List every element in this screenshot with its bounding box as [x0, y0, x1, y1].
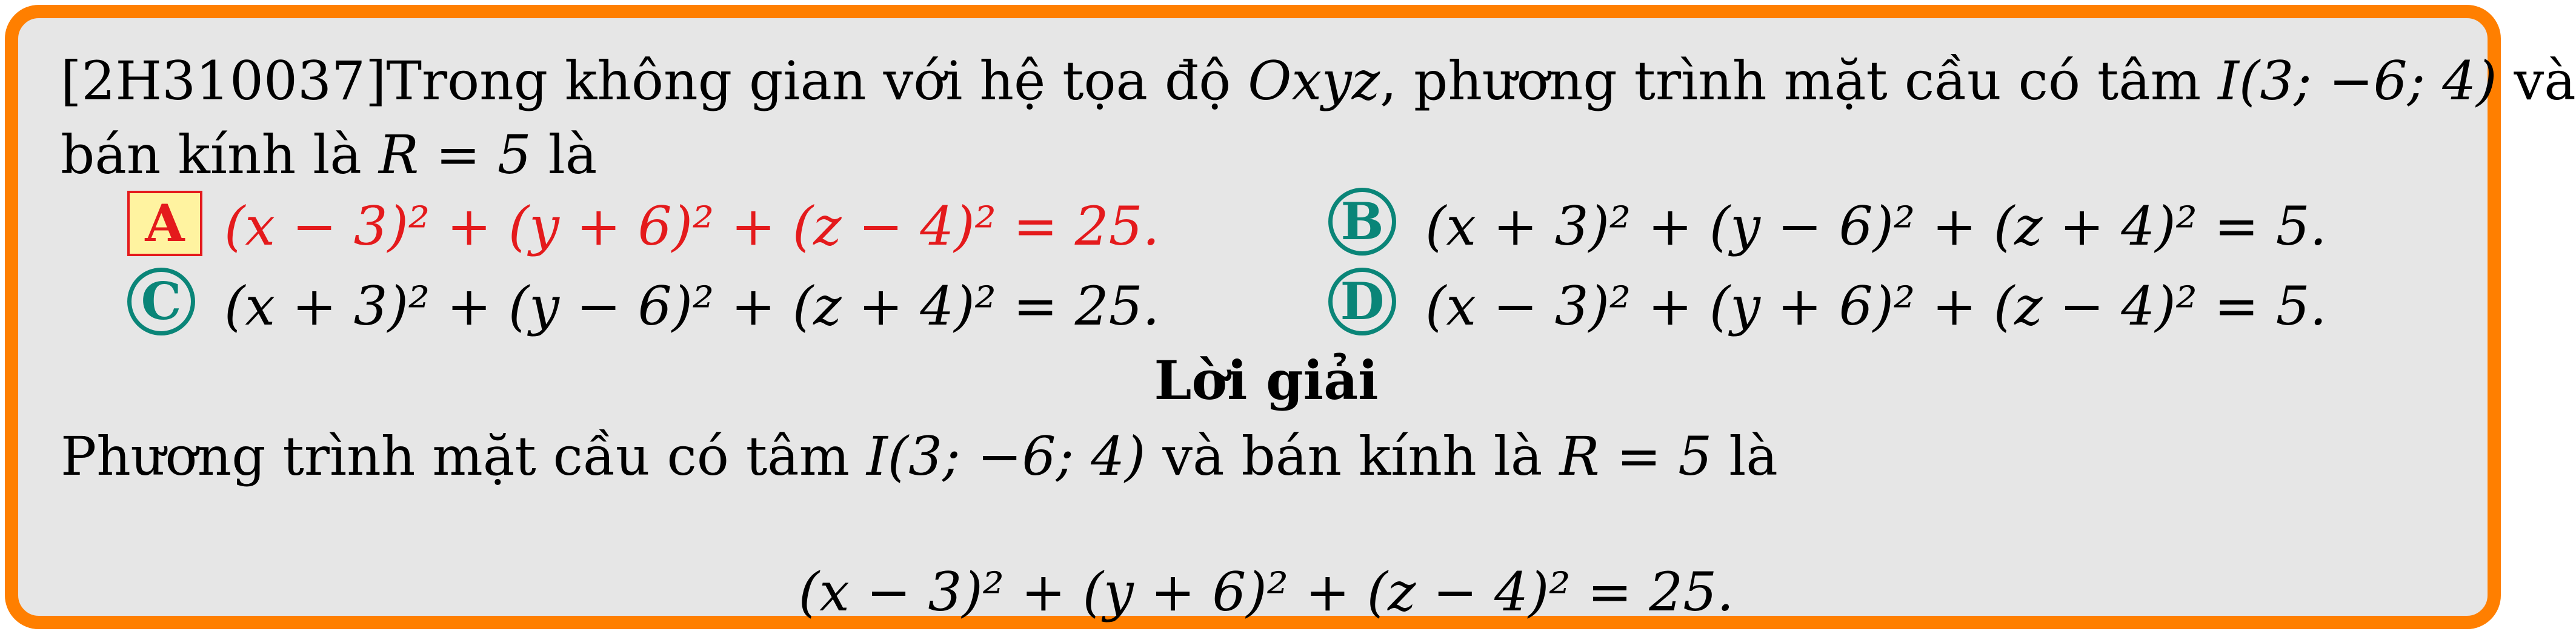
question-code: [2H310037] [61, 50, 387, 112]
question-text-4: bán kính là [61, 124, 379, 186]
option-d-text[interactable]: (x − 3)² + (y + 6)² + (z − 4)² = 5. [1425, 275, 2327, 337]
solution-center: I(3; −6; 4) [867, 425, 1146, 487]
solution-line-1 [61, 425, 1778, 487]
sphere-radius: R = 5 [378, 124, 531, 186]
option-b-text[interactable]: (x + 3)² + (y − 6)² + (z + 4)² = 5. [1425, 195, 2327, 257]
option-b-badge[interactable]: B [1328, 188, 1396, 256]
option-c-badge[interactable]: C [127, 268, 195, 335]
question-text-1: Trong không gian với hệ tọa độ [386, 50, 1248, 112]
solution-text-2: và bán kính là [1145, 425, 1560, 487]
solution-heading: Lời giải [1154, 349, 1379, 412]
coordinate-system: Oxyz [1248, 50, 1380, 112]
sphere-center: I(3; −6; 4) [2218, 50, 2497, 112]
question-text-2: , phương trình mặt cầu có tâm [1380, 50, 2218, 112]
solution-equation: (x − 3)² + (y + 6)² + (z − 4)² = 25. [798, 561, 1734, 623]
question-text-3: và [2497, 50, 2576, 112]
question-line-1 [61, 50, 2576, 112]
question-card [5, 5, 2576, 629]
option-c-text[interactable]: (x + 3)² + (y − 6)² + (z + 4)² = 25. [224, 275, 1160, 337]
question-line-2 [61, 124, 597, 186]
option-a-text[interactable]: (x − 3)² + (y + 6)² + (z − 4)² = 25. [224, 195, 1160, 257]
option-a-badge[interactable]: A [127, 191, 202, 256]
solution-radius: R = 5 [1559, 425, 1712, 487]
option-d-badge[interactable]: D [1328, 268, 1396, 335]
solution-text-3: là [1712, 425, 1778, 487]
solution-text-1: Phương trình mặt cầu có tâm [61, 425, 867, 487]
question-text-5: là [531, 124, 597, 186]
